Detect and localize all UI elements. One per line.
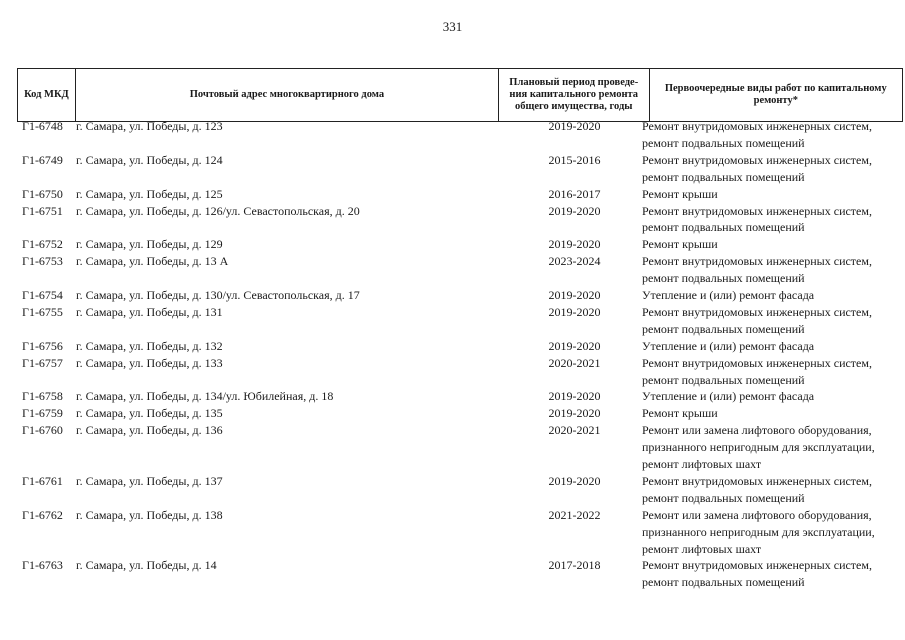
row-works-line: ремонт подвальных помещений bbox=[642, 321, 805, 336]
row-code: Г1-6763 bbox=[22, 558, 63, 573]
row-code: Г1-6751 bbox=[22, 203, 63, 218]
row-period: 2019-2020 bbox=[548, 473, 601, 488]
row-period: 2019-2020 bbox=[548, 203, 601, 218]
row-address: г. Самара, ул. Победы, д. 130/ул. Севастопольская, д. 17 bbox=[76, 288, 360, 302]
row-period: 2020-2021 bbox=[548, 355, 601, 370]
row-works-line: ремонт подвальных помещений bbox=[642, 490, 805, 505]
row-works bbox=[642, 304, 905, 338]
row-address: г. Самара, ул. Победы, д. 125 bbox=[76, 186, 223, 201]
row-period: 2021-2022 bbox=[548, 507, 601, 522]
row-code: Г1-6757 bbox=[22, 355, 63, 370]
row-works-line: Ремонт внутридомовых инженерных систем, bbox=[642, 355, 872, 370]
row-works-line: Ремонт крыши bbox=[642, 237, 718, 252]
row-code: Г1-6749 bbox=[22, 152, 63, 167]
row-code: Г1-6756 bbox=[22, 338, 63, 353]
row-works-line: Ремонт внутридомовых инженерных систем, bbox=[642, 254, 872, 269]
row-works-line: Ремонт внутридомовых инженерных систем, bbox=[642, 473, 872, 488]
header-code: Код МКД bbox=[18, 69, 76, 121]
row-address: г. Самара, ул. Победы, д. 136 bbox=[76, 423, 223, 438]
row-period: 2015-2016 bbox=[548, 152, 601, 167]
row-address: г. Самара, ул. Победы, д. 133 bbox=[76, 355, 223, 370]
row-code: Г1-6759 bbox=[22, 406, 63, 421]
row-works-line: ремонт подвальных помещений bbox=[642, 220, 805, 235]
row-works bbox=[642, 186, 905, 203]
row-address: г. Самара, ул. Победы, д. 123 bbox=[76, 119, 223, 133]
row-address: г. Самара, ул. Победы, д. 129 bbox=[76, 237, 223, 252]
row-period: 2019-2020 bbox=[548, 406, 601, 421]
row-works-line: ремонт подвальных помещений bbox=[642, 271, 805, 286]
row-works-line: Утепление и (или) ремонт фасада bbox=[642, 389, 815, 404]
row-period: 2019-2020 bbox=[548, 288, 601, 302]
row-works-line: Утепление и (или) ремонт фасада bbox=[642, 338, 815, 353]
row-works bbox=[642, 557, 905, 591]
row-works bbox=[642, 422, 905, 473]
row-address: г. Самара, ул. Победы, д. 135 bbox=[76, 406, 223, 421]
row-code: Г1-6755 bbox=[22, 304, 63, 319]
row-works bbox=[642, 118, 905, 152]
header-works: Первоочередные виды работ по капитальному ремонту* bbox=[664, 83, 887, 106]
row-works-line: Ремонт внутридомовых инженерных систем, bbox=[642, 203, 872, 218]
row-works bbox=[642, 338, 905, 355]
row-period: 2017-2018 bbox=[548, 558, 601, 573]
row-works bbox=[642, 236, 905, 253]
row-works bbox=[642, 355, 905, 389]
row-period: 2020-2021 bbox=[548, 423, 601, 438]
row-address: г. Самара, ул. Победы, д. 124 bbox=[76, 152, 223, 167]
row-works bbox=[642, 473, 905, 507]
row-works bbox=[642, 507, 905, 558]
row-address: г. Самара, ул. Победы, д. 13 А bbox=[76, 254, 229, 269]
page-number: 331 bbox=[442, 19, 463, 34]
row-works-line: ремонт подвальных помещений bbox=[642, 169, 805, 184]
row-address: г. Самара, ул. Победы, д. 138 bbox=[76, 507, 223, 522]
row-address: г. Самара, ул. Победы, д. 132 bbox=[76, 338, 223, 353]
row-works-line: ремонт лифтовых шахт bbox=[642, 457, 762, 471]
row-period: 2016-2017 bbox=[548, 186, 601, 201]
row-code: Г1-6752 bbox=[22, 237, 63, 252]
row-works bbox=[642, 388, 905, 405]
row-works-line: ремонт подвальных помещений bbox=[642, 575, 805, 590]
row-code: Г1-6762 bbox=[22, 507, 63, 522]
row-works-line: Ремонт или замена лифтового оборудования, bbox=[642, 507, 872, 522]
row-works-line: Утепление и (или) ремонт фасада bbox=[642, 288, 815, 302]
row-works-line: Ремонт внутридомовых инженерных систем, bbox=[642, 152, 872, 167]
row-period: 2019-2020 bbox=[548, 237, 601, 252]
row-code: Г1-6748 bbox=[22, 119, 63, 133]
row-period: 2019-2020 bbox=[548, 119, 601, 133]
row-works-line: Ремонт крыши bbox=[642, 186, 718, 201]
row-works-line: Ремонт внутридомовых инженерных систем, bbox=[642, 119, 872, 133]
row-address: г. Самара, ул. Победы, д. 14 bbox=[76, 558, 217, 573]
row-code: Г1-6761 bbox=[22, 473, 63, 488]
row-period: 2019-2020 bbox=[548, 304, 601, 319]
row-works-line: ремонт подвальных помещений bbox=[642, 135, 805, 150]
row-works bbox=[642, 253, 905, 287]
header-period: Плановый период проведе-ния капитального ремонта общего имущества, годы bbox=[499, 69, 650, 121]
header-address: Почтовый адрес многоквартирного дома bbox=[76, 69, 499, 121]
row-address: г. Самара, ул. Победы, д. 126/ул. Севастопольская, д. 20 bbox=[76, 203, 360, 218]
row-works-line: Ремонт крыши bbox=[642, 406, 718, 421]
row-works bbox=[642, 152, 905, 186]
row-works-line: Ремонт внутридомовых инженерных систем, bbox=[642, 558, 872, 573]
row-code: Г1-6753 bbox=[22, 254, 63, 269]
table-header bbox=[17, 68, 903, 122]
row-works-line: ремонт лифтовых шахт bbox=[642, 541, 762, 556]
row-works-line: признанного непригодным для эксплуатации, bbox=[642, 440, 875, 455]
row-address: г. Самара, ул. Победы, д. 131 bbox=[76, 304, 223, 319]
row-works bbox=[642, 203, 905, 237]
row-code: Г1-6754 bbox=[22, 288, 63, 302]
row-works-line: Ремонт или замена лифтового оборудования, bbox=[642, 423, 872, 438]
row-works-line: признанного непригодным для эксплуатации, bbox=[642, 524, 875, 539]
row-code: Г1-6758 bbox=[22, 389, 63, 404]
row-works bbox=[642, 405, 905, 422]
row-period: 2023-2024 bbox=[548, 254, 601, 269]
row-period: 2019-2020 bbox=[548, 389, 601, 404]
row-period: 2019-2020 bbox=[548, 338, 601, 353]
row-code: Г1-6760 bbox=[22, 423, 63, 438]
row-code: Г1-6750 bbox=[22, 186, 63, 201]
row-works bbox=[642, 287, 905, 304]
row-address: г. Самара, ул. Победы, д. 137 bbox=[76, 473, 223, 488]
row-works-line: ремонт подвальных помещений bbox=[642, 372, 805, 387]
row-works-line: Ремонт внутридомовых инженерных систем, bbox=[642, 304, 872, 319]
row-address: г. Самара, ул. Победы, д. 134/ул. Юбилейная, д. 18 bbox=[76, 389, 334, 404]
